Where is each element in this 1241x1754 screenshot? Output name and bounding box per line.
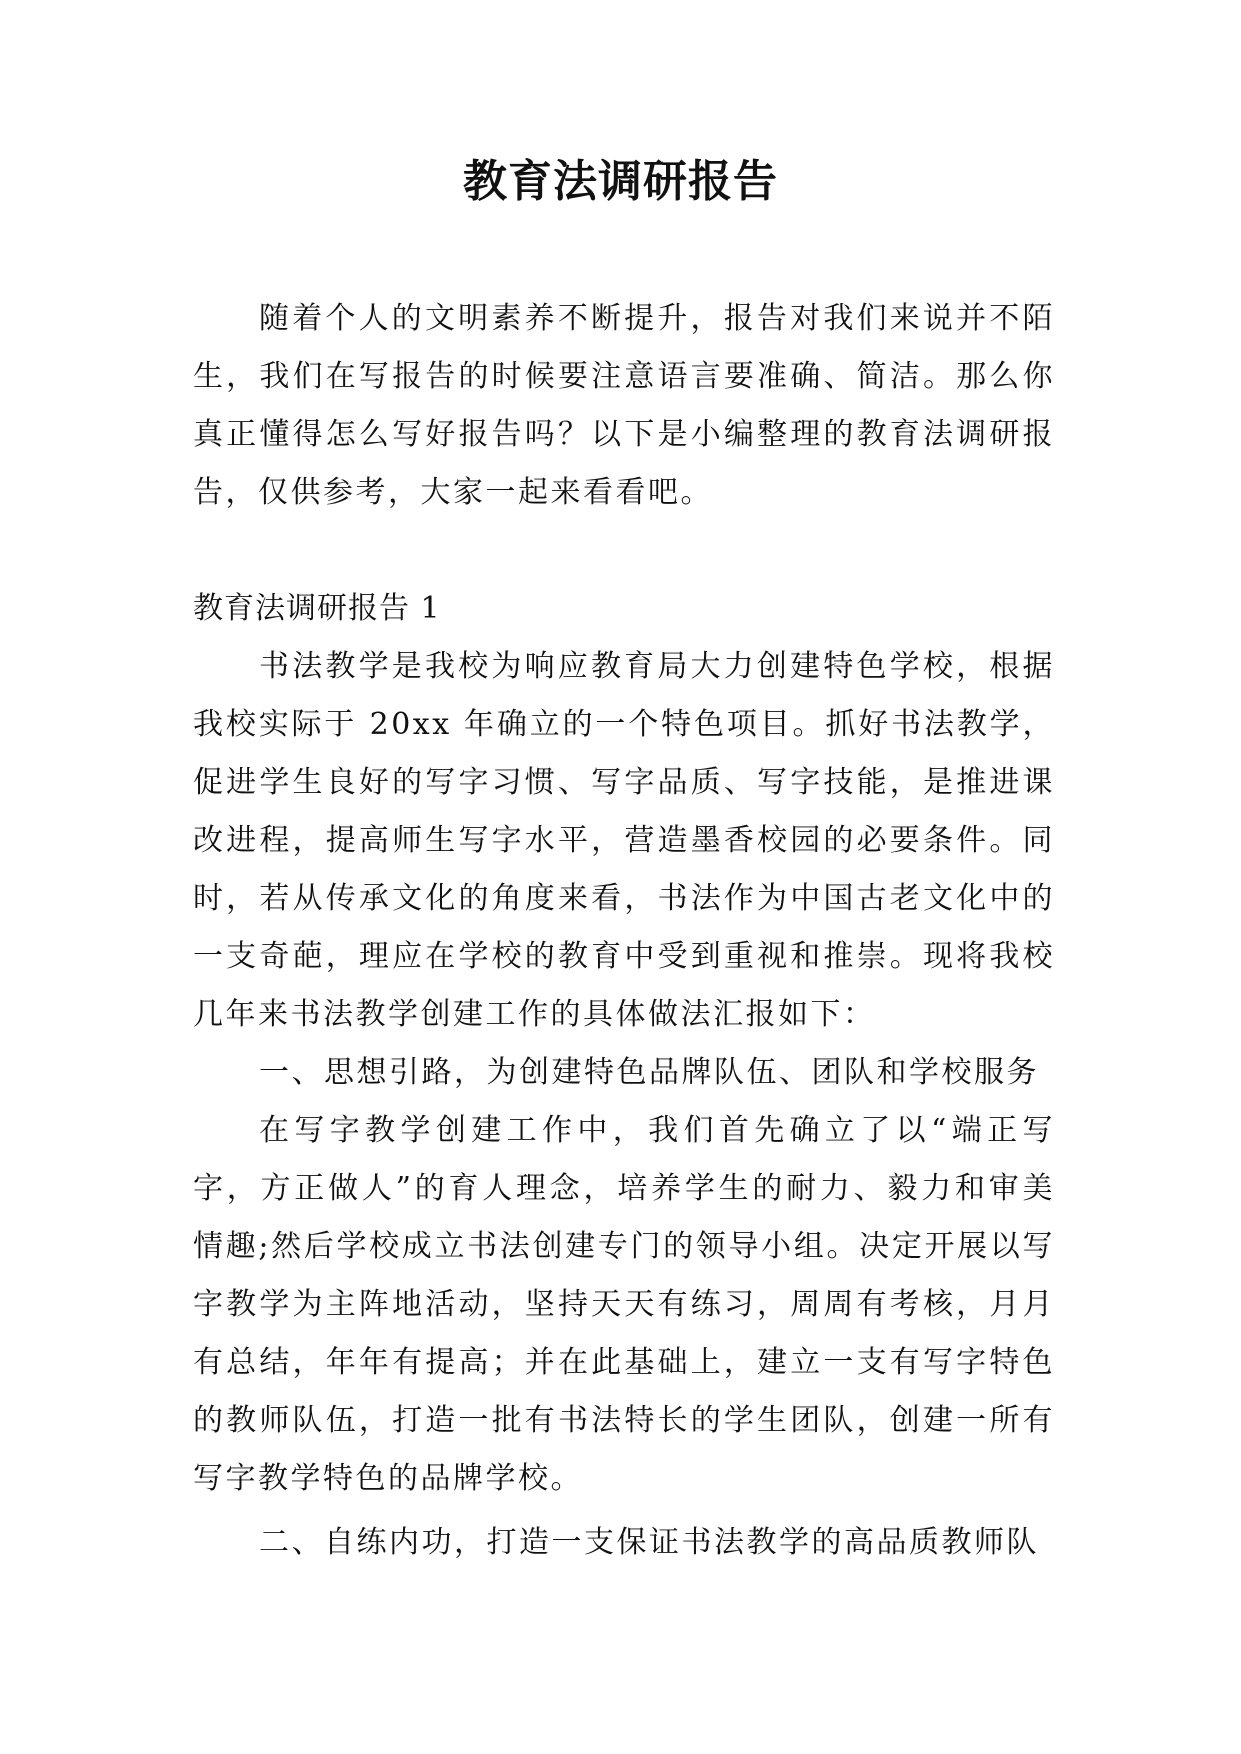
heading-two: 二、自练内功，打造一支保证书法教学的高品质教师队 (259, 1525, 1039, 1560)
document-title: 教育法调研报告 (463, 156, 778, 207)
section-heading: 教育法调研报告 1 (193, 591, 441, 626)
body-paragraph-2: 在写字教学创建工作中，我们首先确立了以“端正写字，方正做人”的育人理念，培养学生的耐力、毅力和审美情趣;然后学校成立书法创建专门的领导小组。决定开展以写字教学为主阵地活动，坚持天天有练习，周周有考核，月月有总结，年年有提高；并在此基础上，建立一支有写字特色的教师队伍，打造一批有书法特长的学生团队，创建一所有写字教学特色的品牌学校。 (193, 1113, 1055, 1496)
document-body (193, 290, 1055, 1572)
body-paragraph-1: 书法教学是我校为响应教育局大力创建特色学校，根据我校实际于 20xx 年确立的一个特色项目。抓好书法教学，促进学生良好的写字习惯、写字品质、写字技能，是推进课改进程，提高师生写字水平，营造墨香校园的必要条件。同时，若从传承文化的角度来看，书法作为中国古老文化中的一支奇葩，理应在学校的教育中受到重视和推崇。现将我校几年来书法教学创建工作的具体做法汇报如下： (193, 649, 1055, 1032)
heading-one: 一、思想引路，为创建特色品牌队伍、团队和学校服务 (259, 1055, 1039, 1090)
intro-paragraph: 随着个人的文明素养不断提升，报告对我们来说并不陌生，我们在写报告的时候要注意语言要准确、简洁。那么你真正懂得怎么写好报告吗？以下是小编整理的教育法调研报告，仅供参考，大家一起来看看吧。 (193, 301, 1055, 510)
